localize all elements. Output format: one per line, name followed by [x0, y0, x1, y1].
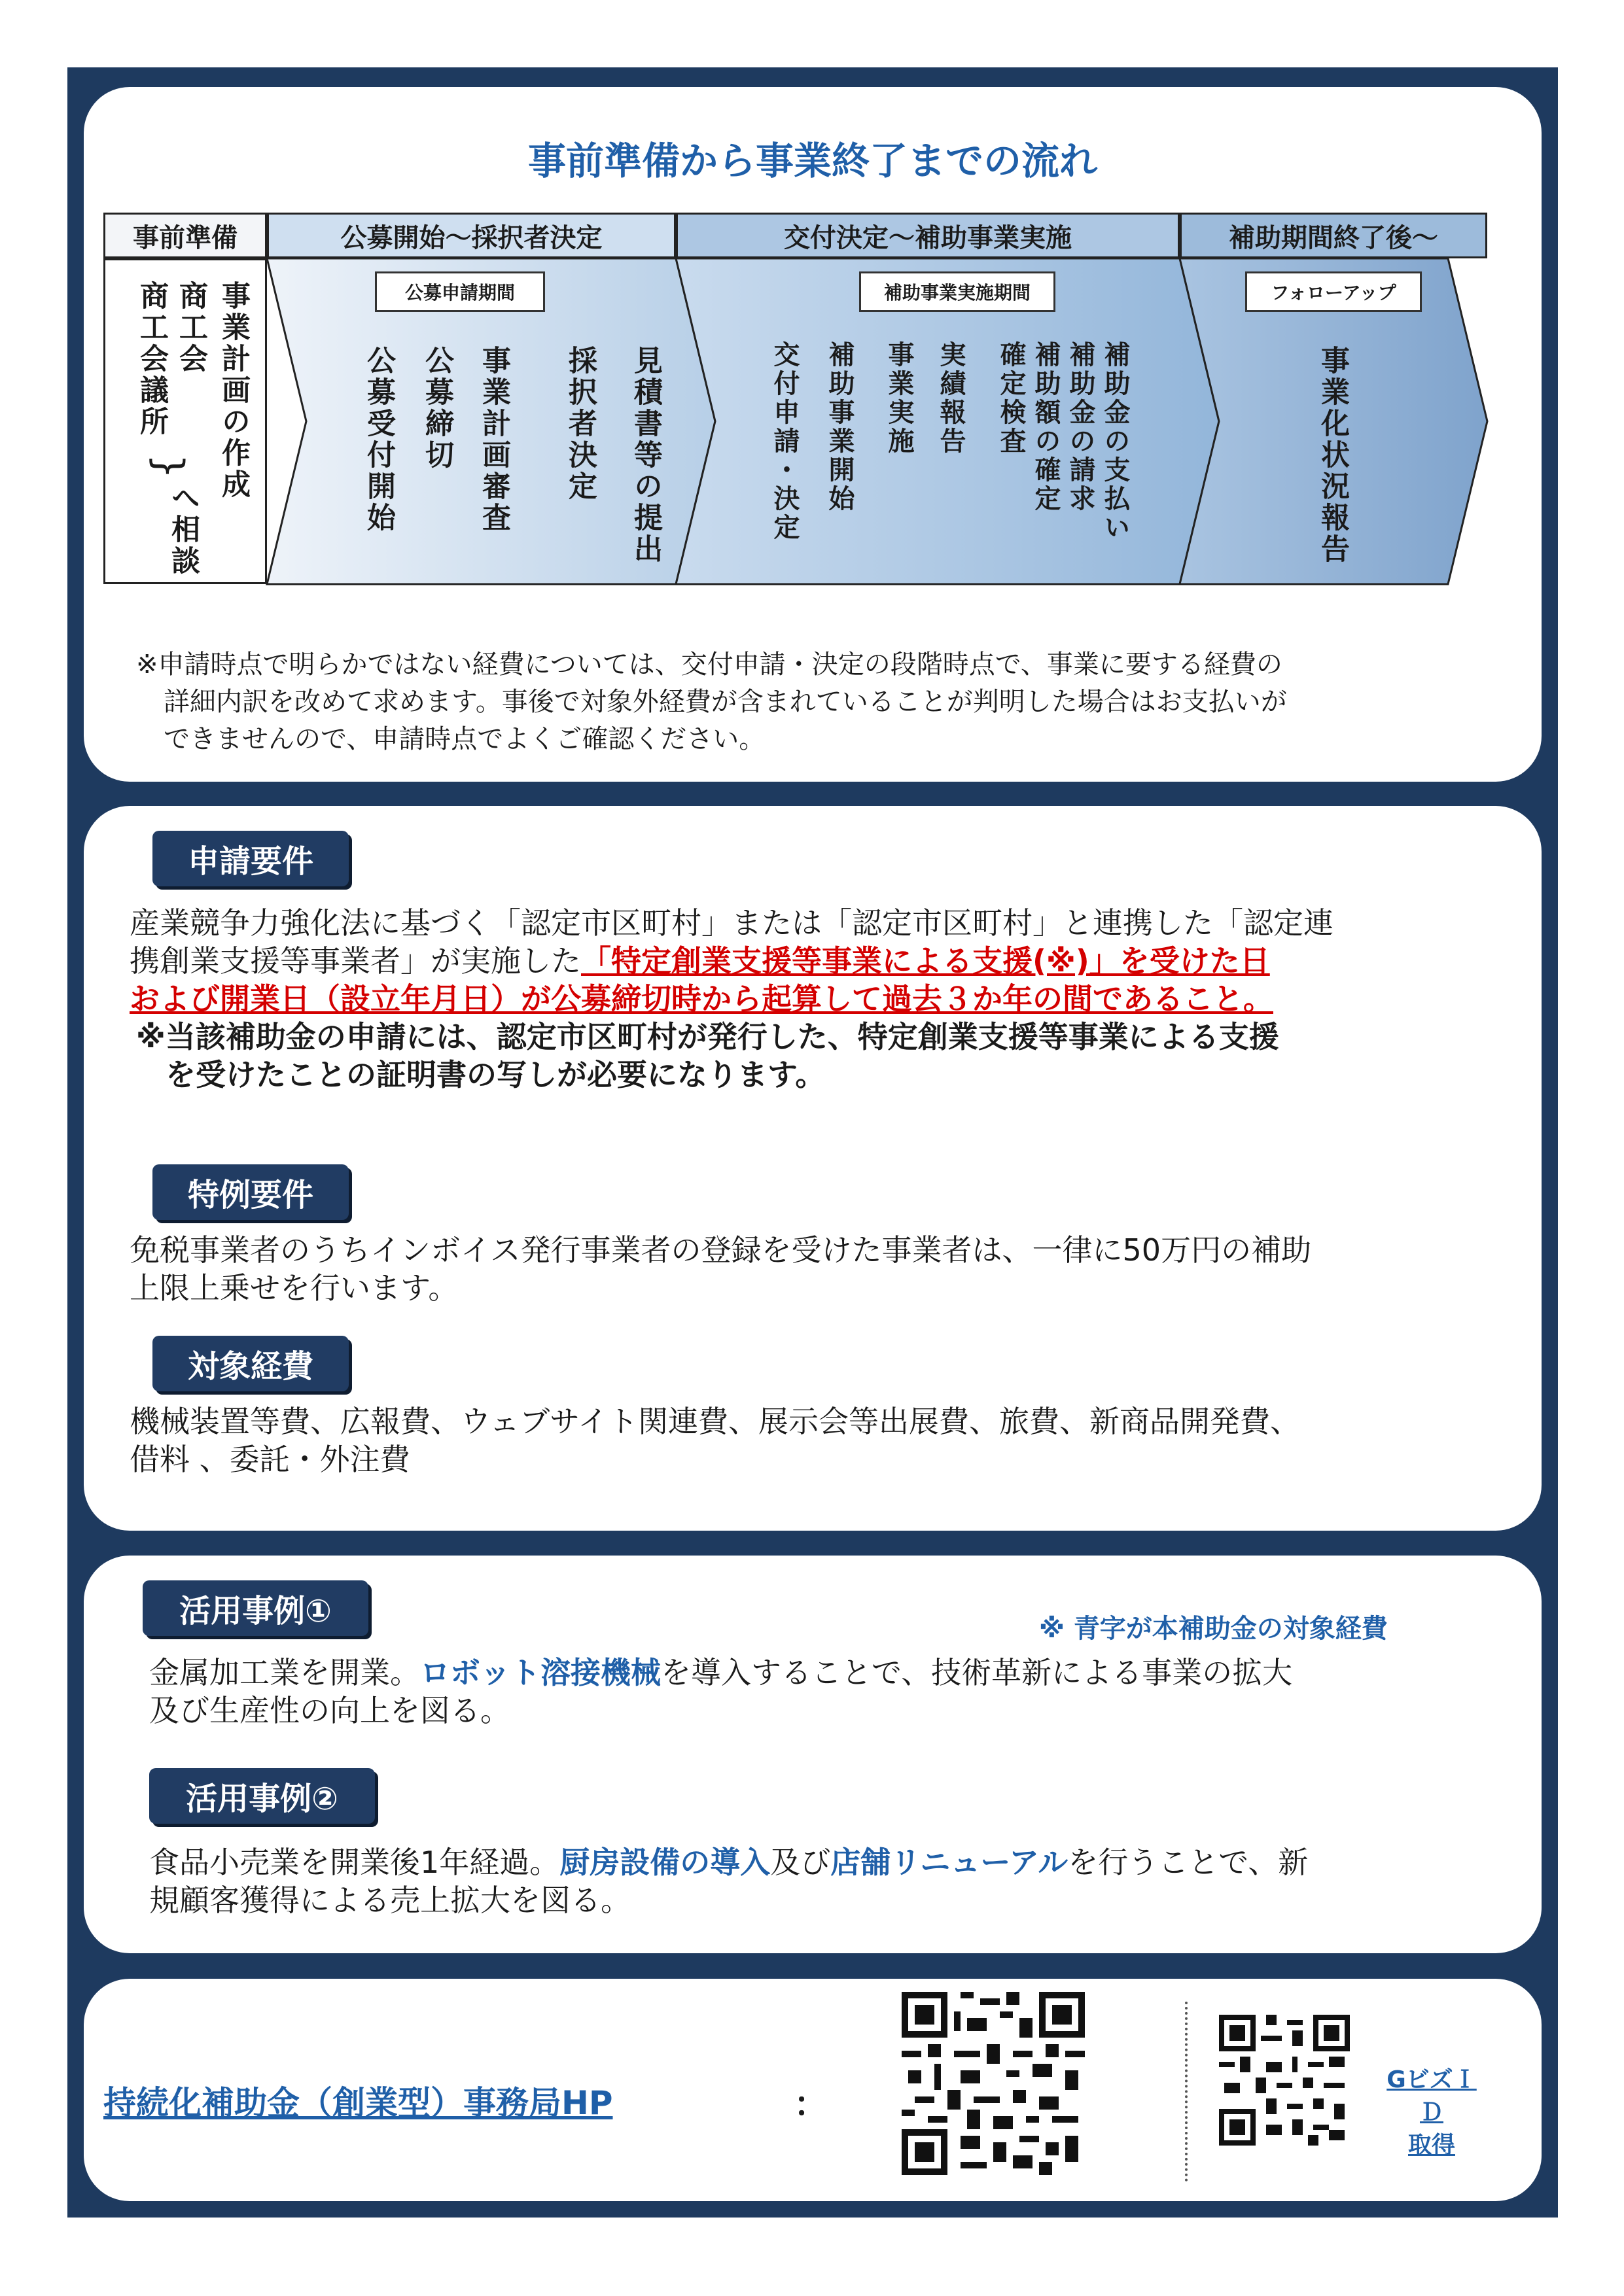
stage-header-grant: 交付決定～補助事業実施	[676, 213, 1180, 258]
req-line1: 産業競争力強化法に基づく「認定市区町村」または「認定市区町村」と連携した「認定連	[130, 905, 1333, 941]
step-claim: 補助金の請求	[1065, 341, 1095, 513]
case1-highlight: ロボット溶接機械	[420, 1655, 661, 1690]
req-line3: および開業日（設立年月日）が公募締切時から起算して過去３か年の間であること。	[130, 981, 1273, 1017]
flow-note-line1: ※申請時点で明らかではない経費については、交付申請・決定の段階時点で、事業に要する経費の	[136, 650, 1282, 680]
cases-panel	[84, 1556, 1542, 1953]
expenses-line2: 借料 、委託・外注費	[130, 1442, 410, 1477]
requirements-text	[130, 904, 1517, 1094]
requirements-panel	[84, 806, 1542, 1531]
req-line5: を受けたことの証明書の写しが必要になります。	[166, 1057, 826, 1092]
case2-line2: 規顧客獲得による売上拡大を図る。	[149, 1883, 631, 1918]
case2-text	[149, 1843, 1497, 1919]
case2-a: 食品小売業を開業後1年経過。	[149, 1845, 560, 1880]
stage-header-recruit: 公募開始～採択者決定	[267, 213, 676, 258]
step-selection: 採択者決定	[563, 345, 597, 502]
footer-divider	[1185, 2002, 1188, 2182]
special-tag: 特例要件	[152, 1164, 349, 1220]
step-status-report: 事業化状況報告	[1316, 345, 1349, 565]
step-fix-amount: 補助額の確定	[1031, 341, 1061, 513]
footer-panel	[84, 1979, 1542, 2201]
special-line1: 免税事業者のうちインボイス発行事業者の登録を受けた事業者は、一律に50万円の補助	[130, 1232, 1312, 1268]
period-followup: フォローアップ	[1245, 271, 1422, 312]
expenses-text	[130, 1402, 1517, 1478]
flow-panel	[84, 87, 1542, 782]
step-open: 公募受付開始	[362, 345, 395, 534]
case1-tag: 活用事例①	[143, 1580, 368, 1636]
prep-brace: }	[146, 453, 192, 479]
case2-highlight2: 店舗リニューアル	[830, 1845, 1068, 1880]
special-line2: 上限上乗せを行います。	[130, 1270, 459, 1306]
step-deadline: 公募締切	[420, 345, 453, 471]
gbiz-line1: GビズＩＤ	[1386, 2066, 1477, 2126]
flow-note	[136, 646, 1497, 758]
hp-qr-graphic	[902, 1992, 1085, 2175]
stage-header-prep: 事前準備	[103, 213, 267, 258]
step-inspection: 確定検査	[996, 341, 1026, 456]
special-text	[130, 1231, 1517, 1307]
case1-line2: 及び生産性の向上を図る。	[149, 1693, 510, 1728]
gbiz-line2: 取得	[1407, 2132, 1455, 2159]
step-start: 補助事業開始	[824, 341, 855, 513]
hp-link[interactable]: 持続化補助金（創業型）事務局HP	[103, 2084, 613, 2122]
gbiz-qr-code[interactable]	[1219, 2015, 1350, 2146]
period-apply: 公募申請期間	[375, 271, 545, 312]
step-review: 事業計画審査	[477, 345, 510, 534]
flow-note-line2: 詳細内訳を改めて求めます。事後で対象外経費が含まれていることが判明した場合はお支払いが	[164, 687, 1287, 717]
expenses-line1: 機械装置等費、広報費、ウェブサイト関連費、展示会等出展費、旅費、新商品開発費、	[130, 1404, 1300, 1439]
stage-header-after: 補助期間終了後～	[1180, 213, 1487, 258]
prep-shokokaigisho: 商工会議所	[135, 281, 168, 438]
case1-line1	[149, 1654, 1497, 1692]
step-estimate: 見積書等の提出	[629, 345, 662, 565]
req-line2-normal: 携創業支援等事業者」が実施した	[130, 943, 581, 979]
req-line2-emphasis: 「特定創業支援等事業による支援(※)」を受けた日	[581, 943, 1270, 979]
case2-line1	[149, 1843, 1497, 1881]
req-line4: ※当該補助金の申請には、認定市区町村が発行した、特定創業支援等事業による支援	[136, 1019, 1279, 1054]
expenses-tag: 対象経費	[152, 1336, 349, 1391]
case1-c: を導入することで、技術革新による事業の拡大	[661, 1655, 1293, 1690]
hp-qr-code[interactable]	[902, 1992, 1085, 2175]
case2-highlight1: 厨房設備の導入	[559, 1845, 771, 1880]
case2-c: 及び	[770, 1845, 831, 1880]
prep-shokokai: 商工会	[174, 281, 207, 375]
gbiz-link[interactable]	[1379, 2064, 1484, 2162]
case2-tag: 活用事例②	[149, 1768, 375, 1824]
flow-note-line3: できませんので、申請時点でよくご確認ください。	[164, 724, 766, 754]
case-note: ※ 青字が本補助金の対象経費	[1039, 1614, 1388, 1644]
prep-consult: へ相談	[166, 483, 200, 577]
requirements-tag: 申請要件	[152, 831, 349, 886]
gbiz-qr-graphic	[1219, 2015, 1350, 2146]
hp-colon: ：	[794, 2085, 828, 2125]
step-payment: 補助金の支払い	[1100, 341, 1130, 542]
prep-step-plan: 事業計画の作成	[217, 281, 250, 500]
step-report: 実績報告	[936, 341, 966, 456]
step-implement: 事業実施	[884, 341, 914, 456]
period-project: 補助事業実施期間	[859, 271, 1055, 312]
case1-a: 金属加工業を開業。	[149, 1655, 420, 1690]
req-line2	[130, 942, 1517, 980]
step-grant-decision: 交付申請・決定	[769, 341, 800, 542]
case1-text	[149, 1654, 1497, 1730]
case2-e: を行うことで、新	[1068, 1845, 1309, 1880]
flow-title: 事前準備から事業終了までの流れ	[527, 139, 1097, 183]
